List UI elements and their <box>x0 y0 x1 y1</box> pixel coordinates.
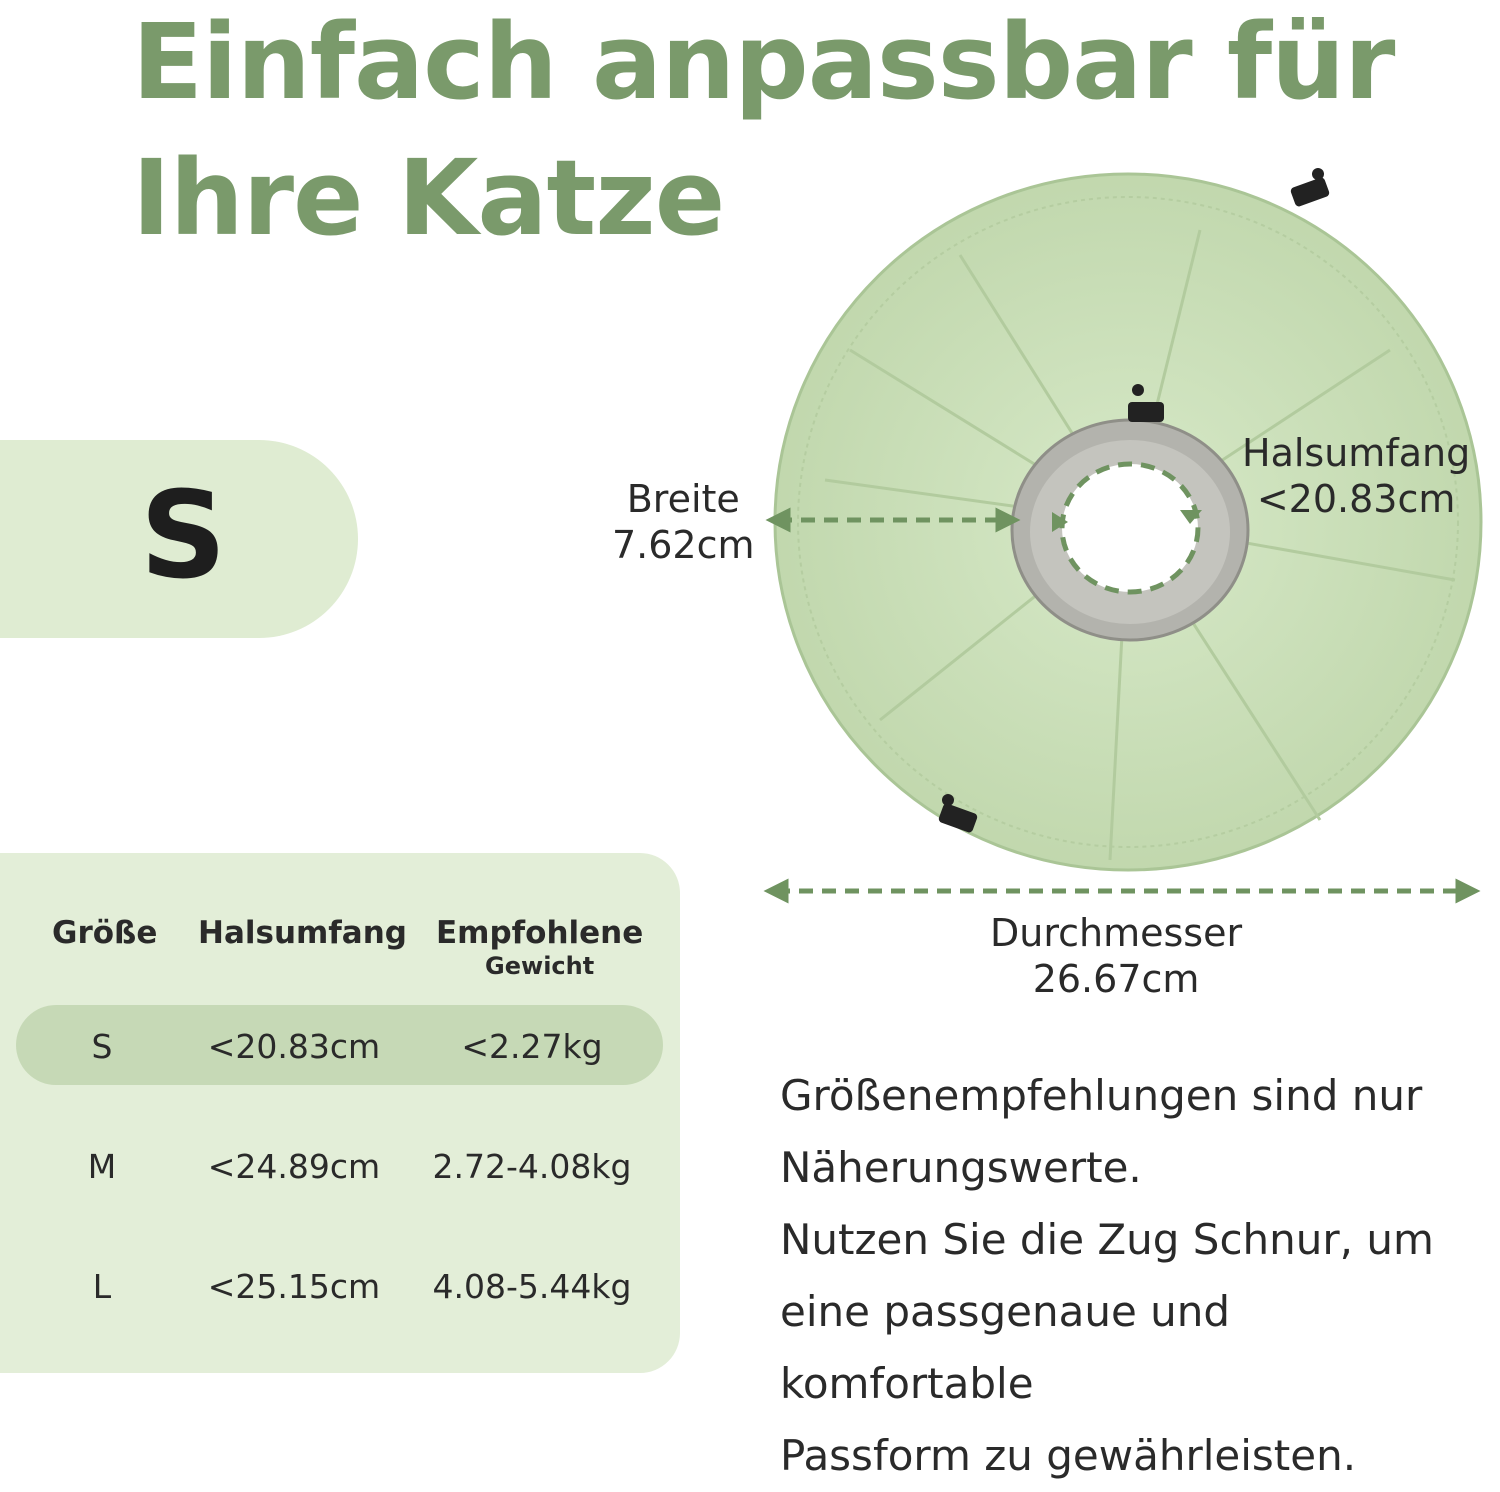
header-neck: Halsumfang <box>198 915 407 951</box>
row-l-neck: <25.15cm <box>207 1267 381 1306</box>
size-badge <box>0 440 358 638</box>
header-size: Größe <box>52 915 158 951</box>
row-l-size: L <box>92 1267 112 1306</box>
size-table <box>0 853 680 1373</box>
note-line-1: Größenempfehlungen sind nur <box>780 1071 1423 1120</box>
header-weight <box>436 915 643 981</box>
row-s-neck: <20.83cm <box>207 1027 381 1066</box>
row-m-neck: <24.89cm <box>207 1147 381 1186</box>
breite-title: Breite <box>626 477 740 521</box>
breite-label <box>612 476 755 568</box>
sizing-note <box>780 1060 1495 1492</box>
durchmesser-title: Durchmesser <box>990 911 1243 955</box>
row-s-size: S <box>91 1027 113 1066</box>
row-m-size: M <box>87 1147 117 1186</box>
headline-line-1: Einfach anpassbar für <box>132 1 1395 123</box>
breite-value: 7.62cm <box>612 523 755 567</box>
header-weight-sub: Gewicht <box>485 952 595 980</box>
durchmesser-label <box>990 910 1242 1002</box>
halsumfang-title: Halsumfang <box>1242 431 1471 475</box>
note-line-4: eine passgenaue und komfortable <box>780 1287 1231 1408</box>
row-m-weight: 2.72-4.08kg <box>432 1147 632 1186</box>
note-line-2: Näherungswerte. <box>780 1143 1142 1192</box>
header-weight-main: Empfohlene <box>436 915 644 951</box>
cord-toggle-corner <box>1290 168 1331 208</box>
note-line-5: Passform zu gewährleisten. <box>780 1431 1357 1480</box>
halsumfang-value: <20.83cm <box>1256 477 1456 521</box>
cone-illustration <box>740 160 1500 920</box>
row-s-weight: <2.27kg <box>461 1027 603 1066</box>
headline-line-2: Ihre Katze <box>132 137 725 259</box>
size-badge-letter: S <box>140 467 227 606</box>
cone-drawing <box>740 160 1500 920</box>
note-line-3: Nutzen Sie die Zug Schnur, um <box>780 1215 1434 1264</box>
durchmesser-value: 26.67cm <box>1032 957 1200 1001</box>
halsumfang-label <box>1242 430 1470 522</box>
row-l-weight: 4.08-5.44kg <box>432 1267 632 1306</box>
